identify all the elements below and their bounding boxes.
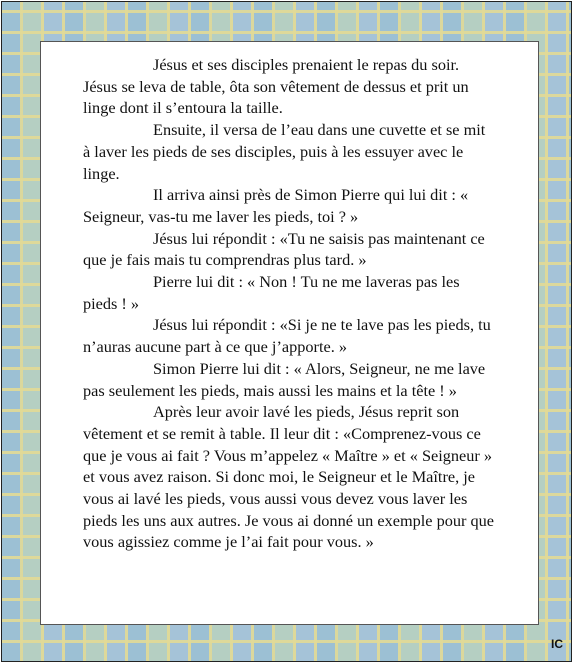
author-initials: IC <box>551 637 563 651</box>
paragraph-6: Jésus lui répondit : «Si je ne te lave pas les pieds, tu n’auras aucune part à ce que j’apporte. » <box>83 315 491 357</box>
paragraph-3: Il arriva ainsi près de Simon Pierre qui lui dit : « Seigneur, vas-tu me laver les pieds, toi ? » <box>83 185 469 226</box>
mosaic-border-frame <box>1 1 572 662</box>
paragraph-8: Après leur avoir lavé les pieds, Jésus reprit son vêtement et se remit à table. Il leur dit : «Comprenez-vous ce que je vous ai fait ? Vous m’appelez « Maître » et « Seigneur » et vous avez raison. Si donc moi, le Seigneur et le Maître, je vous ai lavé les pieds, vous aussi vous devez vous laver les pieds les uns aux autres. Je vous ai donné un exemple pour que vous agissiez comme je l’ai fait pour vous. » <box>83 402 495 552</box>
paragraph-1: Jésus et ses disciples prenaient le repas du soir. Jésus se leva de table, ôta son vêtement de dessus et prit un linge dont il s’entoura la taille. <box>83 55 469 118</box>
paragraph-2: Ensuite, il versa de l’eau dans une cuvette et se mit à laver les pieds de ses disciples, puis à les essuyer avec le linge. <box>83 120 486 183</box>
paragraph-4: Jésus lui répondit : «Tu ne saisis pas maintenant ce que je fais mais tu comprendras plus tard. » <box>83 228 485 270</box>
story-text <box>83 54 495 553</box>
paragraph-5: Pierre lui dit : « Non ! Tu ne me laveras pas les pieds ! » <box>83 272 460 313</box>
text-page <box>40 41 539 625</box>
paragraph-7: Simon Pierre lui dit : « Alors, Seigneur, ne me lave pas seulement les pieds, mais aussi les mains et la tête ! » <box>83 358 486 400</box>
